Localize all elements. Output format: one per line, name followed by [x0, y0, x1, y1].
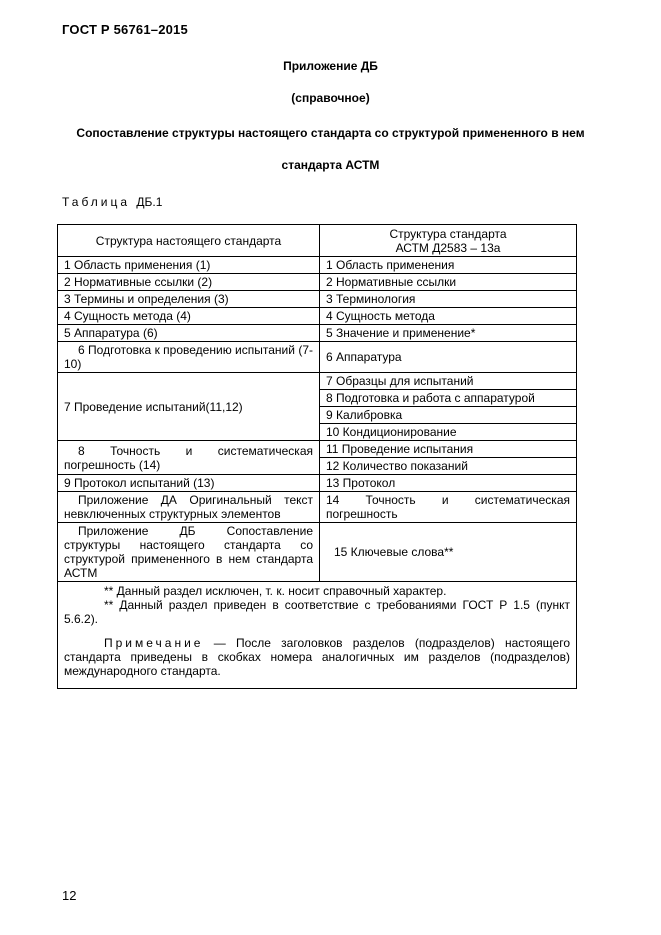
col-left-header: Структура настоящего стандарта — [58, 225, 320, 257]
appendix-subtitle: (справочное) — [291, 91, 370, 105]
page-number: 12 — [62, 888, 77, 903]
cell-right: 9 Калибровка — [320, 407, 577, 424]
table-notes-row — [58, 582, 577, 689]
table-row — [58, 325, 577, 342]
cell-right: 11 Проведение испытания — [320, 441, 577, 458]
table-row — [58, 291, 577, 308]
appendix-heading-line1: Сопоставление структуры настоящего стандарта со структурой примененного в нем — [76, 126, 585, 140]
footnote-2: ** Данный раздел приведен в соответствие с требованиями ГОСТ Р 1.5 (пункт 5.6.2). — [64, 598, 570, 626]
cell-right: 4 Сущность метода — [320, 308, 577, 325]
cell-right: 2 Нормативные ссылки — [320, 274, 577, 291]
cell-left: 1 Область применения (1) — [58, 257, 320, 274]
table-caption-number: ДБ.1 — [136, 195, 163, 209]
cell-right: 5 Значение и применение* — [320, 325, 577, 342]
cell-left: 8 Точность и систематическая погрешность (14) — [58, 441, 320, 475]
structure-comparison-table — [57, 224, 577, 689]
table-row — [58, 441, 577, 458]
table-row — [58, 274, 577, 291]
cell-left: 6 Подготовка к проведению испытаний (7-10) — [58, 342, 320, 373]
table-row — [58, 492, 577, 523]
appendix-heading-line2: стандарта АСТМ — [281, 158, 380, 172]
table-notes — [58, 582, 577, 689]
cell-left: 2 Нормативные ссылки (2) — [58, 274, 320, 291]
col-right-header-line2: АСТМ Д2583 – 13а — [395, 240, 501, 255]
note-text: — После заголовков разделов (подразделов) настоящего стандарта приведены в скобках номера аналогичных им разделов (подразделов) международного стандарта. — [64, 636, 570, 678]
note-label: Примечание — [104, 636, 204, 650]
cell-right: 14 Точность и систематическая погрешность — [320, 492, 577, 523]
col-right-header — [320, 225, 577, 257]
table-caption-label: Таблица — [62, 195, 131, 209]
cell-left: Приложение ДБ Сопоставление структуры настоящего стандарта со структурой примененного в нем стандарта АСТМ — [58, 523, 320, 582]
cell-left: 4 Сущность метода (4) — [58, 308, 320, 325]
cell-right: 13 Протокол — [320, 475, 577, 492]
table-row — [58, 257, 577, 274]
cell-right: 6 Аппаратура — [320, 342, 577, 373]
table-note — [64, 636, 570, 678]
cell-right: 12 Количество показаний — [320, 458, 577, 475]
table-row — [58, 373, 577, 390]
table-row — [58, 475, 577, 492]
table-caption — [62, 195, 162, 209]
table-row — [58, 523, 577, 582]
cell-right: 10 Кондиционирование — [320, 424, 577, 441]
table-header-row — [58, 225, 577, 257]
cell-left: 5 Аппаратура (6) — [58, 325, 320, 342]
document-code: ГОСТ Р 56761–2015 — [62, 22, 188, 37]
cell-right: 7 Образцы для испытаний — [320, 373, 577, 390]
cell-right: 15 Ключевые слова** — [320, 523, 577, 582]
cell-left: 9 Протокол испытаний (13) — [58, 475, 320, 492]
footnote-1: ** Данный раздел исключен, т. к. носит справочный характер. — [104, 584, 447, 598]
table-row — [58, 308, 577, 325]
cell-left: 7 Проведение испытаний(11,12) — [58, 373, 320, 441]
cell-left: Приложение ДА Оригинальный текст невключенных структурных элементов — [58, 492, 320, 523]
cell-right: 1 Область применения — [320, 257, 577, 274]
cell-right: 3 Терминология — [320, 291, 577, 308]
cell-right: 8 Подготовка и работа с аппаратурой — [320, 390, 577, 407]
cell-left: 3 Термины и определения (3) — [58, 291, 320, 308]
table-row — [58, 342, 577, 373]
col-right-header-line1: Структура стандарта — [389, 226, 507, 241]
appendix-title: Приложение ДБ — [283, 59, 378, 73]
